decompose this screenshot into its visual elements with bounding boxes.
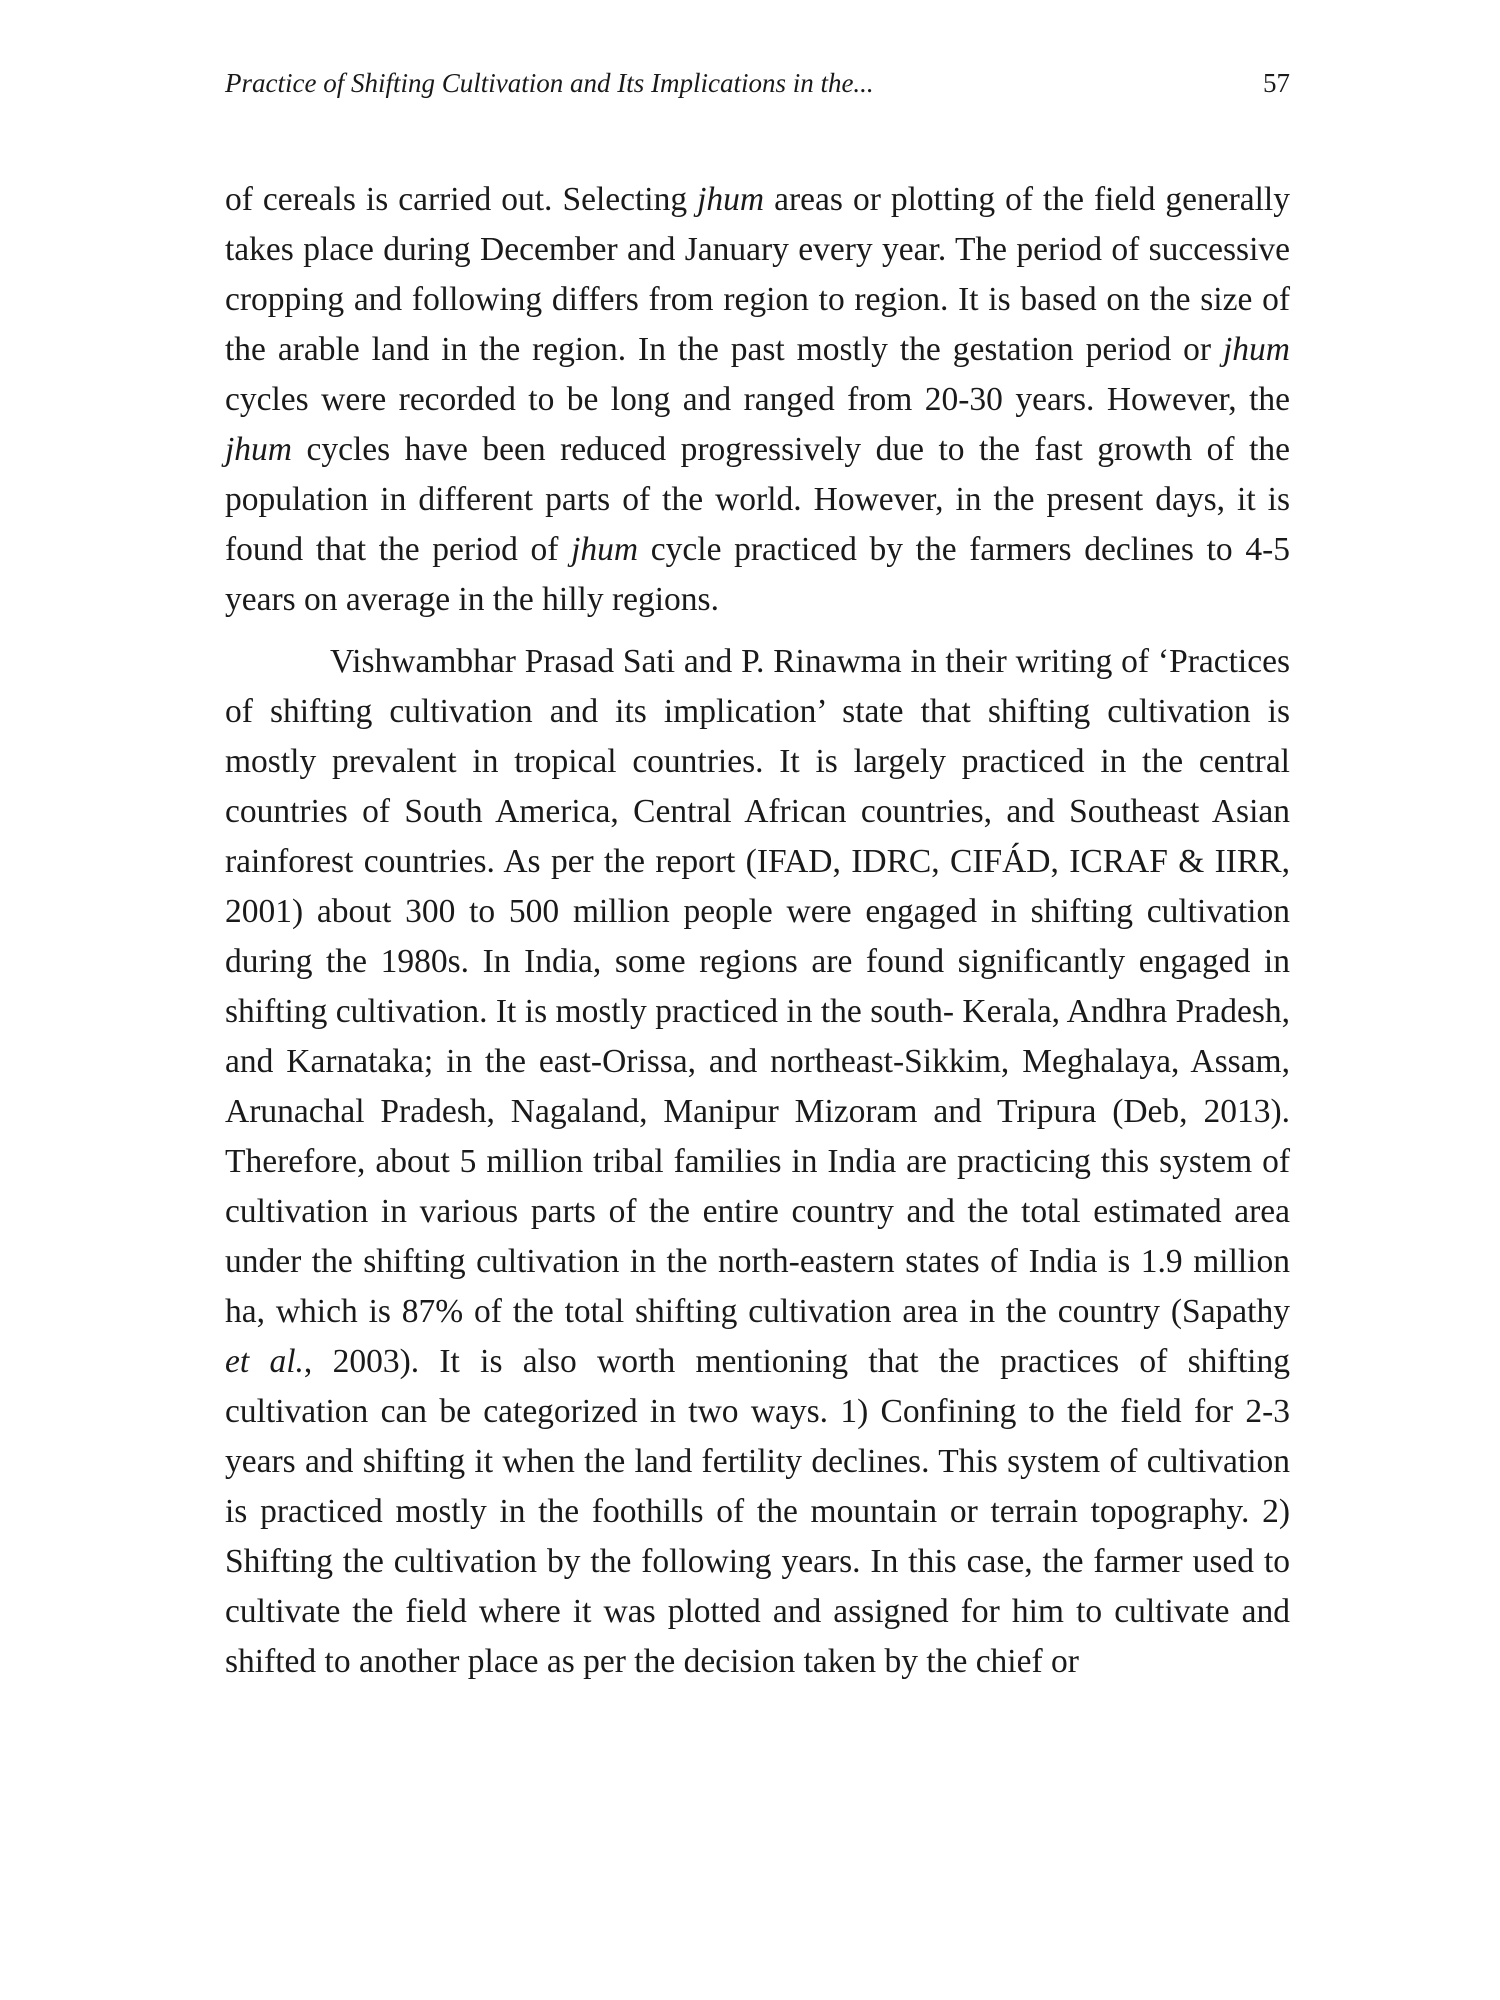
text-segment: of cereals is carried out. Selecting xyxy=(225,181,698,218)
paragraph-2 xyxy=(225,637,1290,1687)
text-segment-italic: jhum xyxy=(697,181,765,218)
running-title: Practice of Shifting Cultivation and Its Implications in the... xyxy=(225,68,874,98)
text-segment-italic: jhum xyxy=(571,531,639,568)
text-segment-italic: et al. xyxy=(225,1343,304,1380)
running-header xyxy=(225,58,1290,108)
text-segment: cycles were recorded to be long and ranged from 20-30 years. However, the xyxy=(225,381,1290,418)
text-segment: cycle practiced by the farmers declines to 4-5 years on average in the hilly regions. xyxy=(225,531,1290,618)
text-segment-italic: jhum xyxy=(1223,331,1290,368)
page-number: 57 xyxy=(1263,68,1290,98)
text-segment: , 2003). It is also worth mentioning that the practices of shifting cultivation can be categorized in two ways. 1) Confining to the field for 2-3 years and shifting it when the land fertility declines. This system of cultivation is practiced mostly in the foothills of the mountain or terrain topography. 2) Shifting the cultivation by the following years. In this case, the farmer used to cultivate the field where it was plotted and assigned for him to cultivate and shifted to another place as per the decision taken by the chief or xyxy=(225,1343,1290,1680)
text-segment-italic: jhum xyxy=(225,431,292,468)
body-text xyxy=(225,175,1290,1687)
paragraph-1 xyxy=(225,175,1290,625)
text-segment: cycles have been reduced progressively due to the fast growth of the population in different parts of the world. However, in the present days, it is found that the period of xyxy=(225,431,1290,568)
text-segment: Vishwambhar Prasad Sati and P. Rinawma in their writing of ‘Practices of shifting cultivation and its implication’ state that shifting cultivation is mostly prevalent in tropical countries. It is largely practiced in the central countries of South America, Central African countries, and Southeast Asian rainforest countries. As per the report (IFAD, IDRC, CIFÁD, ICRAF & IIRR, 2001) about 300 to 500 million people were engaged in shifting cultivation during the 1980s. In India, some regions are found significantly engaged in shifting cultivation. It is mostly practiced in the south- Kerala, Andhra Pradesh, and Karnataka; in the east-Orissa, and northeast-Sikkim, Meghalaya, Assam, Arunachal Pradesh, Nagaland, Manipur Mizoram and Tripura (Deb, 2013). Therefore, about 5 million tribal families in India are practicing this system of cultivation in various parts of the entire country and the total estimated area under the shifting cultivation in the north-eastern states of India is 1.9 million ha, which is 87% of the total shifting cultivation area in the country (Sapathy xyxy=(225,643,1290,1330)
text-segment: areas or plotting of the field generally takes place during December and January every year. The period of successive cropping and following differs from region to region. It is based on the size of the arable land in the region. In the past mostly the gestation period or xyxy=(225,181,1290,368)
